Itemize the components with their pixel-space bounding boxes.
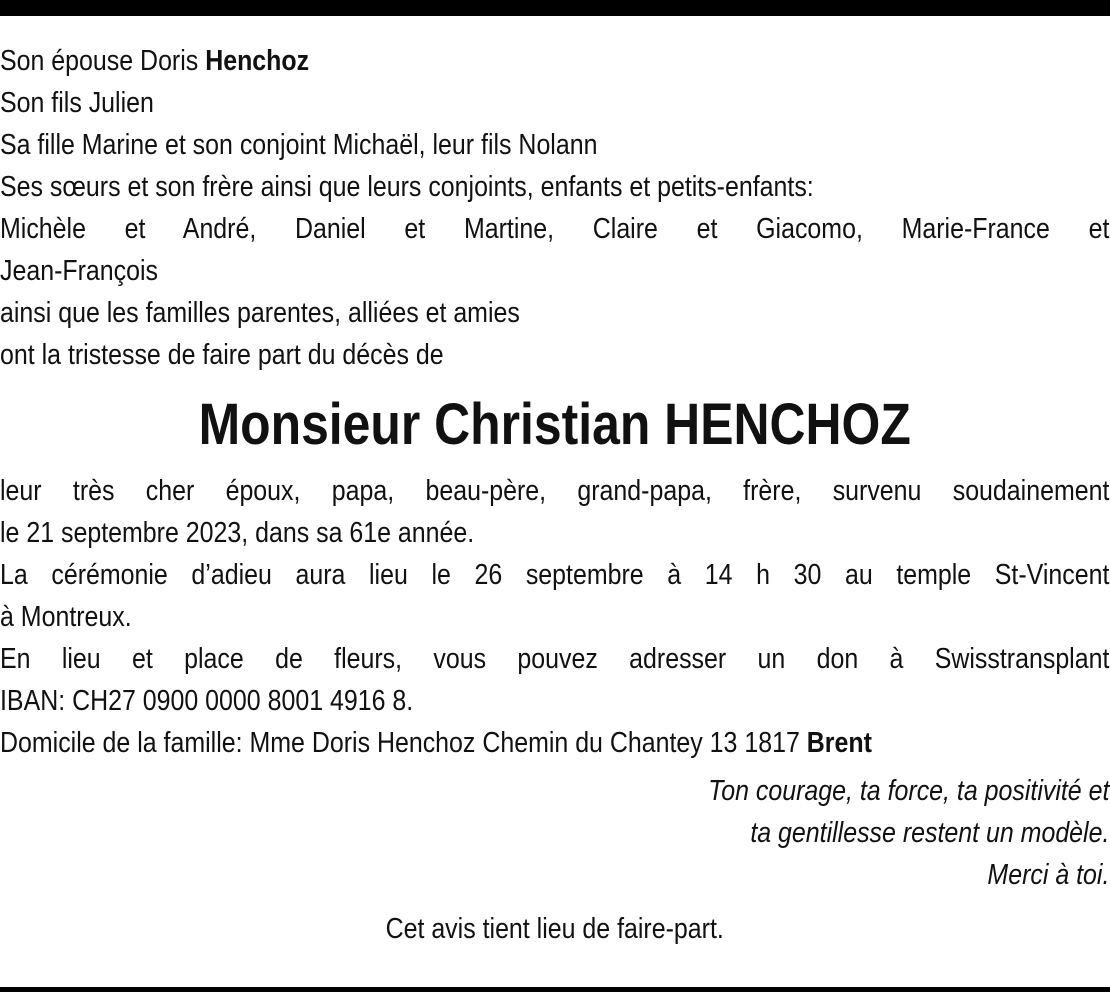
- domicile-address: Domicile de la famille: Mme Doris Henchoz Chemin du Chantey 13 1817: [0, 727, 807, 759]
- announcement-line: ont la tristesse de faire part du décès de: [0, 339, 444, 371]
- obituary-notice: [0, 40, 1109, 950]
- siblings-names-line: Michèle et André, Daniel et Martine, Claire et Giacomo, Marie-France et: [0, 213, 1110, 245]
- farewell-quote: [0, 770, 1109, 896]
- donation-line: En lieu et place de fleurs, vous pouvez adresser un don à Swisstransplant: [0, 643, 1110, 675]
- date-line: le 21 septembre 2023, dans sa 61e année.: [0, 517, 475, 549]
- siblings-intro-line: Ses sœurs et son frère ainsi que leurs conjoints, enfants et petits-enfants:: [0, 171, 814, 203]
- quote-line-2: ta gentillesse restent un modèle.: [750, 817, 1110, 849]
- spouse-text: Son épouse Doris: [0, 45, 206, 77]
- quote-line-1: Ton courage, ta force, ta positivité et: [708, 775, 1110, 807]
- daughter-line: Sa fille Marine et son conjoint Michaël, leur fils Nolann: [0, 129, 598, 161]
- relation-line: leur très cher époux, papa, beau-père, grand-papa, frère, survenu soudainement: [0, 475, 1110, 507]
- ceremony-place-line: à Montreux.: [0, 601, 132, 633]
- relatives-line: ainsi que les familles parentes, alliées et amies: [0, 297, 520, 329]
- spouse-surname: Henchoz: [205, 45, 310, 77]
- footer-note: Cet avis tient lieu de faire-part.: [385, 913, 724, 945]
- domicile-town: Brent: [806, 727, 872, 759]
- quote-line-3: Merci à toi.: [987, 859, 1110, 891]
- domicile-line: [0, 722, 1109, 764]
- iban-line: IBAN: CH27 0900 0000 8001 4916 8.: [0, 685, 414, 717]
- deceased-name: Monsieur Christian HENCHOZ: [198, 392, 911, 457]
- bottom-rule: [0, 987, 1110, 992]
- spouse-line: [0, 40, 1109, 82]
- top-rule: [0, 0, 1110, 16]
- son-line: Son fils Julien: [0, 87, 154, 119]
- siblings-names-continued: Jean-François: [0, 255, 159, 287]
- ceremony-line: La cérémonie d’adieu aura lieu le 26 septembre à 14 h 30 au temple St-Vincent: [0, 559, 1110, 591]
